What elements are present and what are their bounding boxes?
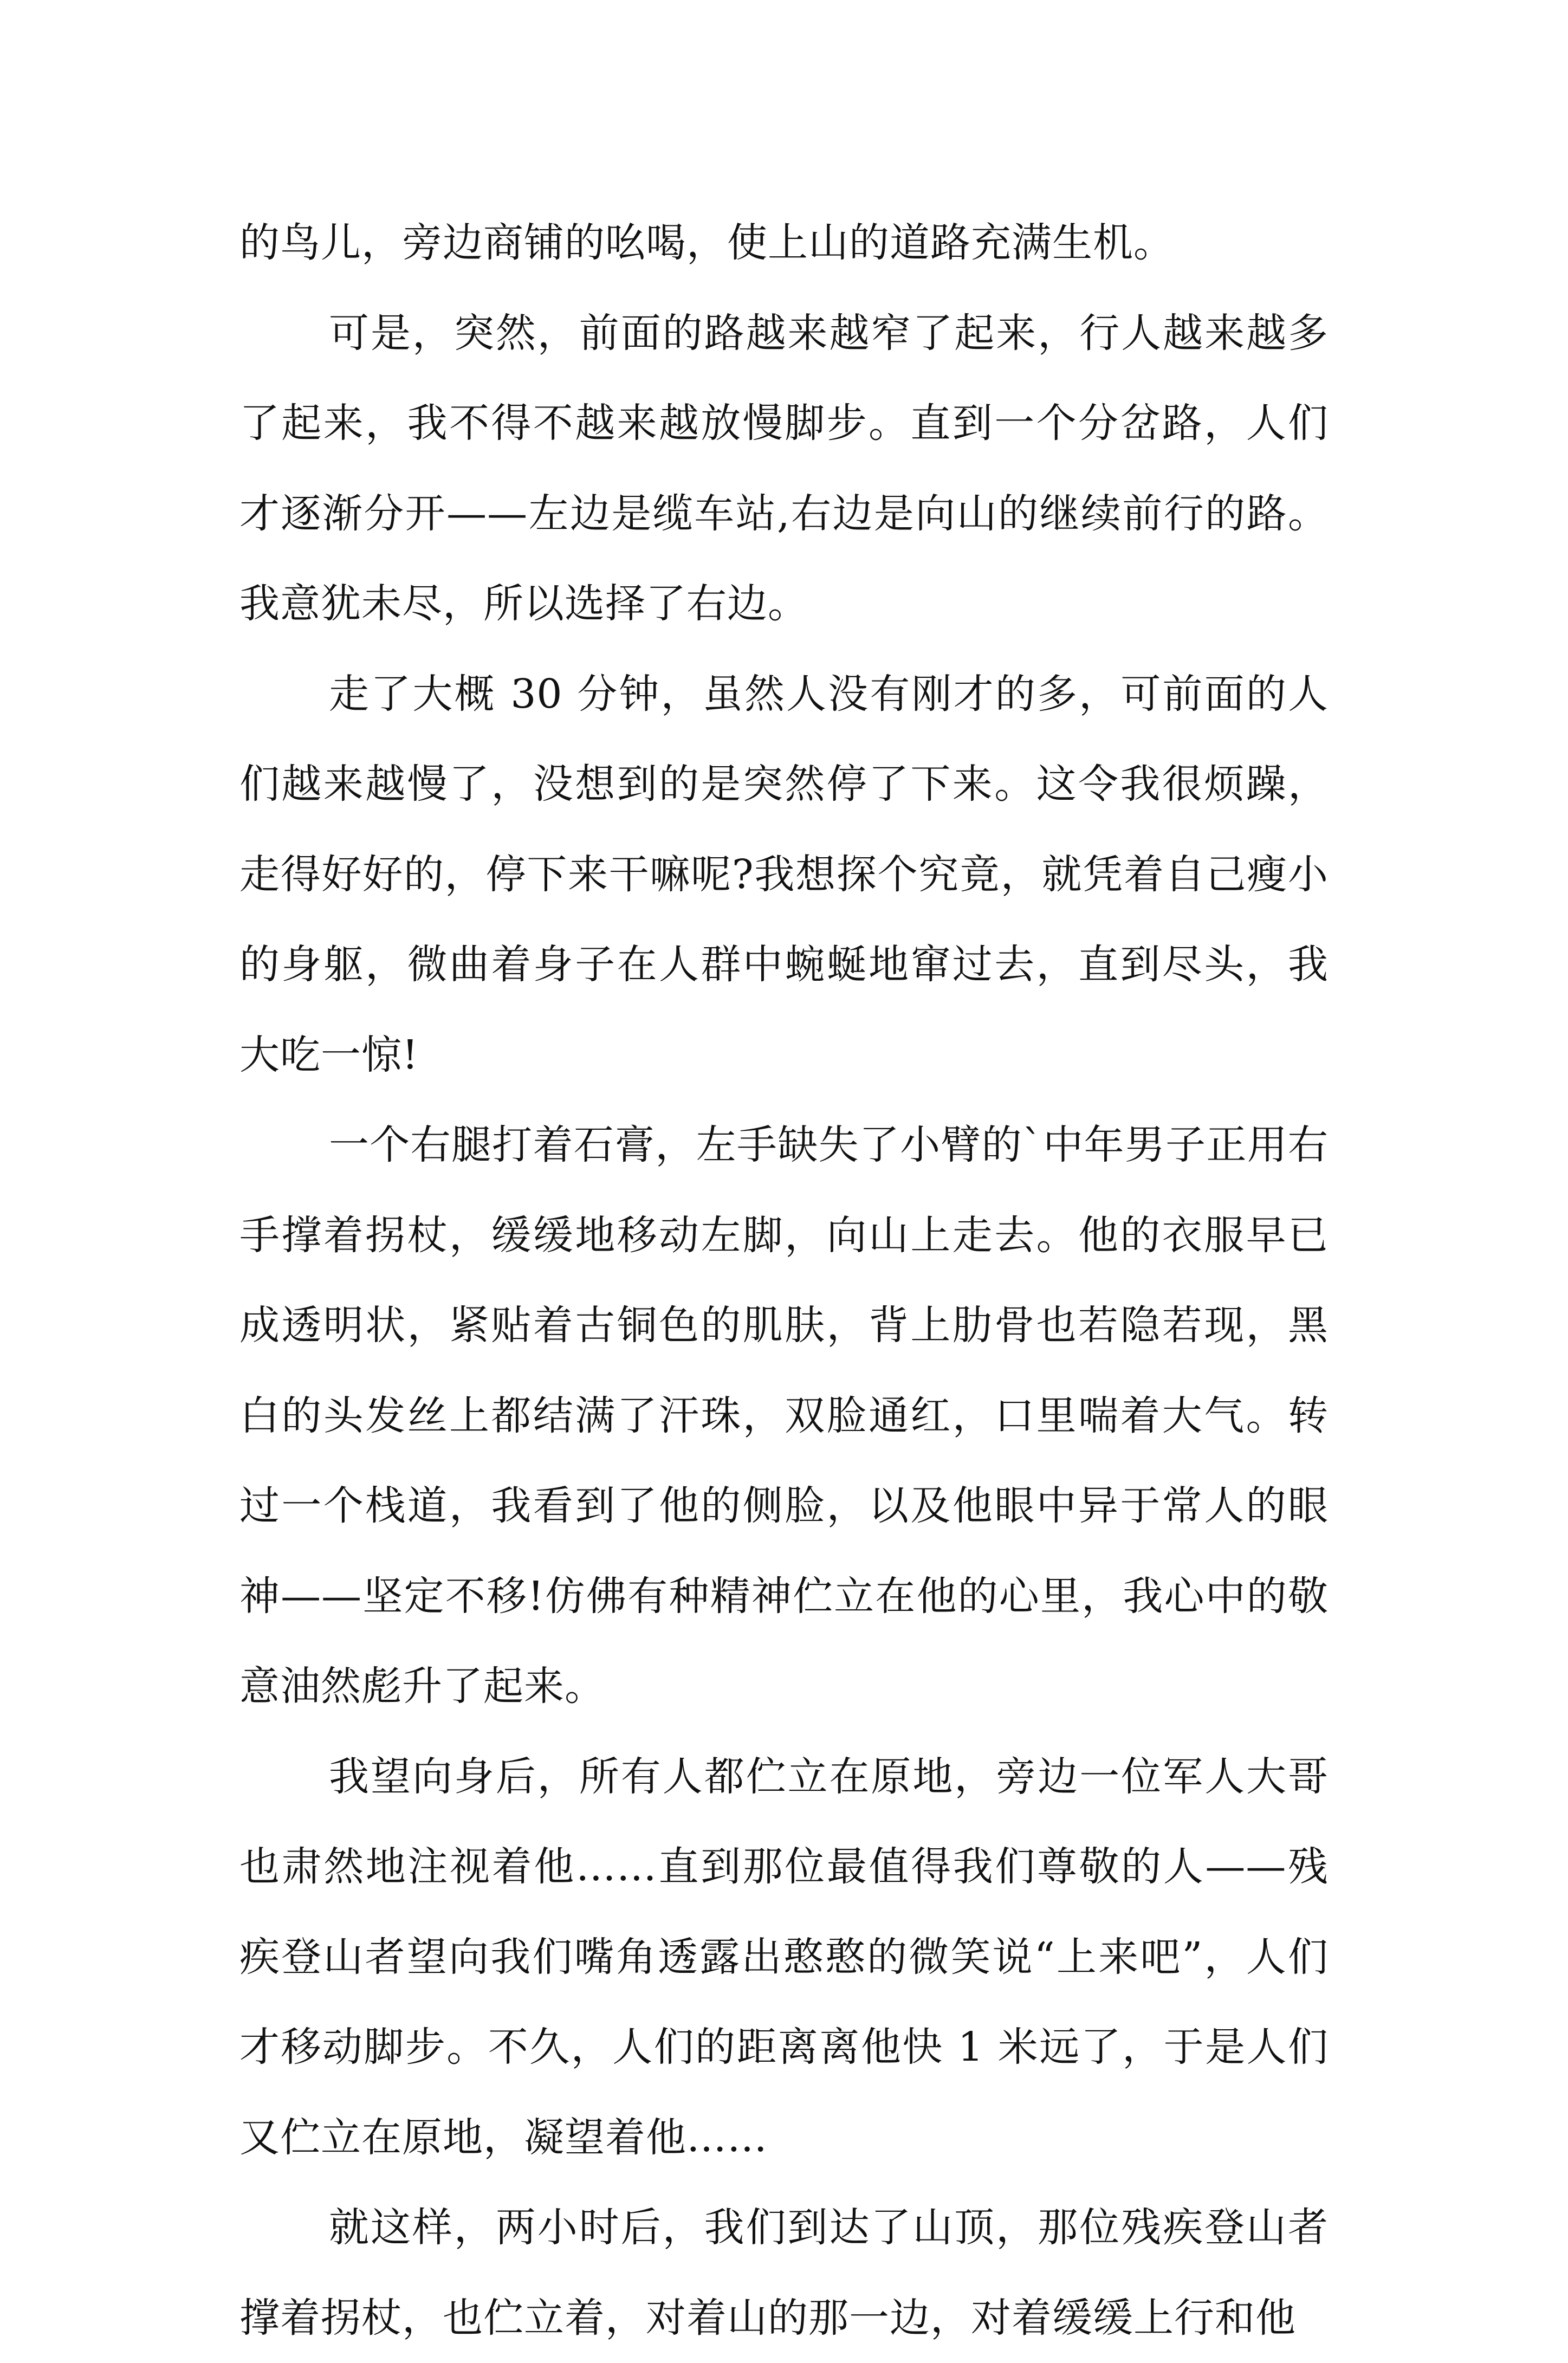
paragraph-5: 我望向身后，所有人都伫立在原地，旁边一位军人大哥也肃然地注视着他……直到那位最值得我们尊敬的人——残疾登山者望向我们嘴角透露出憨憨的微笑说“上来吧”，人们才移动脚步。不久，人们的距离离他快 1 米远了，于是人们又伫立在原地，凝望着他…… — [239, 1753, 1329, 2161]
document-body — [239, 198, 1329, 2363]
paragraph-1: 的鸟儿，旁边商铺的吆喝，使上山的道路充满生机。 — [239, 219, 1174, 266]
paragraph-6: 就这样，两小时后，我们到达了山顶，那位残疾登山者撑着拐杖，也伫立着，对着山的那一边，对着缓缓上行和他 — [239, 2204, 1329, 2341]
paragraph-3: 走了大概 30 分钟，虽然人没有刚才的多，可前面的人们越来越慢了，没想到的是突然停了下来。这令我很烦躁，走得好好的，停下来干嘛呢?我想探个究竟，就凭着自己瘦小的身躯，微曲着身子在人群中蜿蜒地窜过去，直到尽头，我大吃一惊! — [239, 670, 1329, 1078]
paragraph-4: 一个右腿打着石膏，左手缺失了小臂的`中年男子正用右手撑着拐杖，缓缓地移动左脚，向山上走去。他的衣服早已成透明状，紧贴着古铜色的肌肤，背上肋骨也若隐若现，黑白的头发丝上都结满了汗珠，双脸通红，口里喘着大气。转过一个栈道，我看到了他的侧脸，以及他眼中异于常人的眼神——坚定不移!仿佛有种精神伫立在他的心里，我心中的敬意油然彪升了起来。 — [239, 1122, 1329, 1710]
paragraph-2: 可是，突然，前面的路越来越窄了起来，行人越来越多了起来，我不得不越来越放慢脚步。直到一个分岔路，人们才逐渐分开——左边是缆车站,右边是向山的继续前行的路。我意犹未尽，所以选择了右边。 — [239, 309, 1329, 627]
